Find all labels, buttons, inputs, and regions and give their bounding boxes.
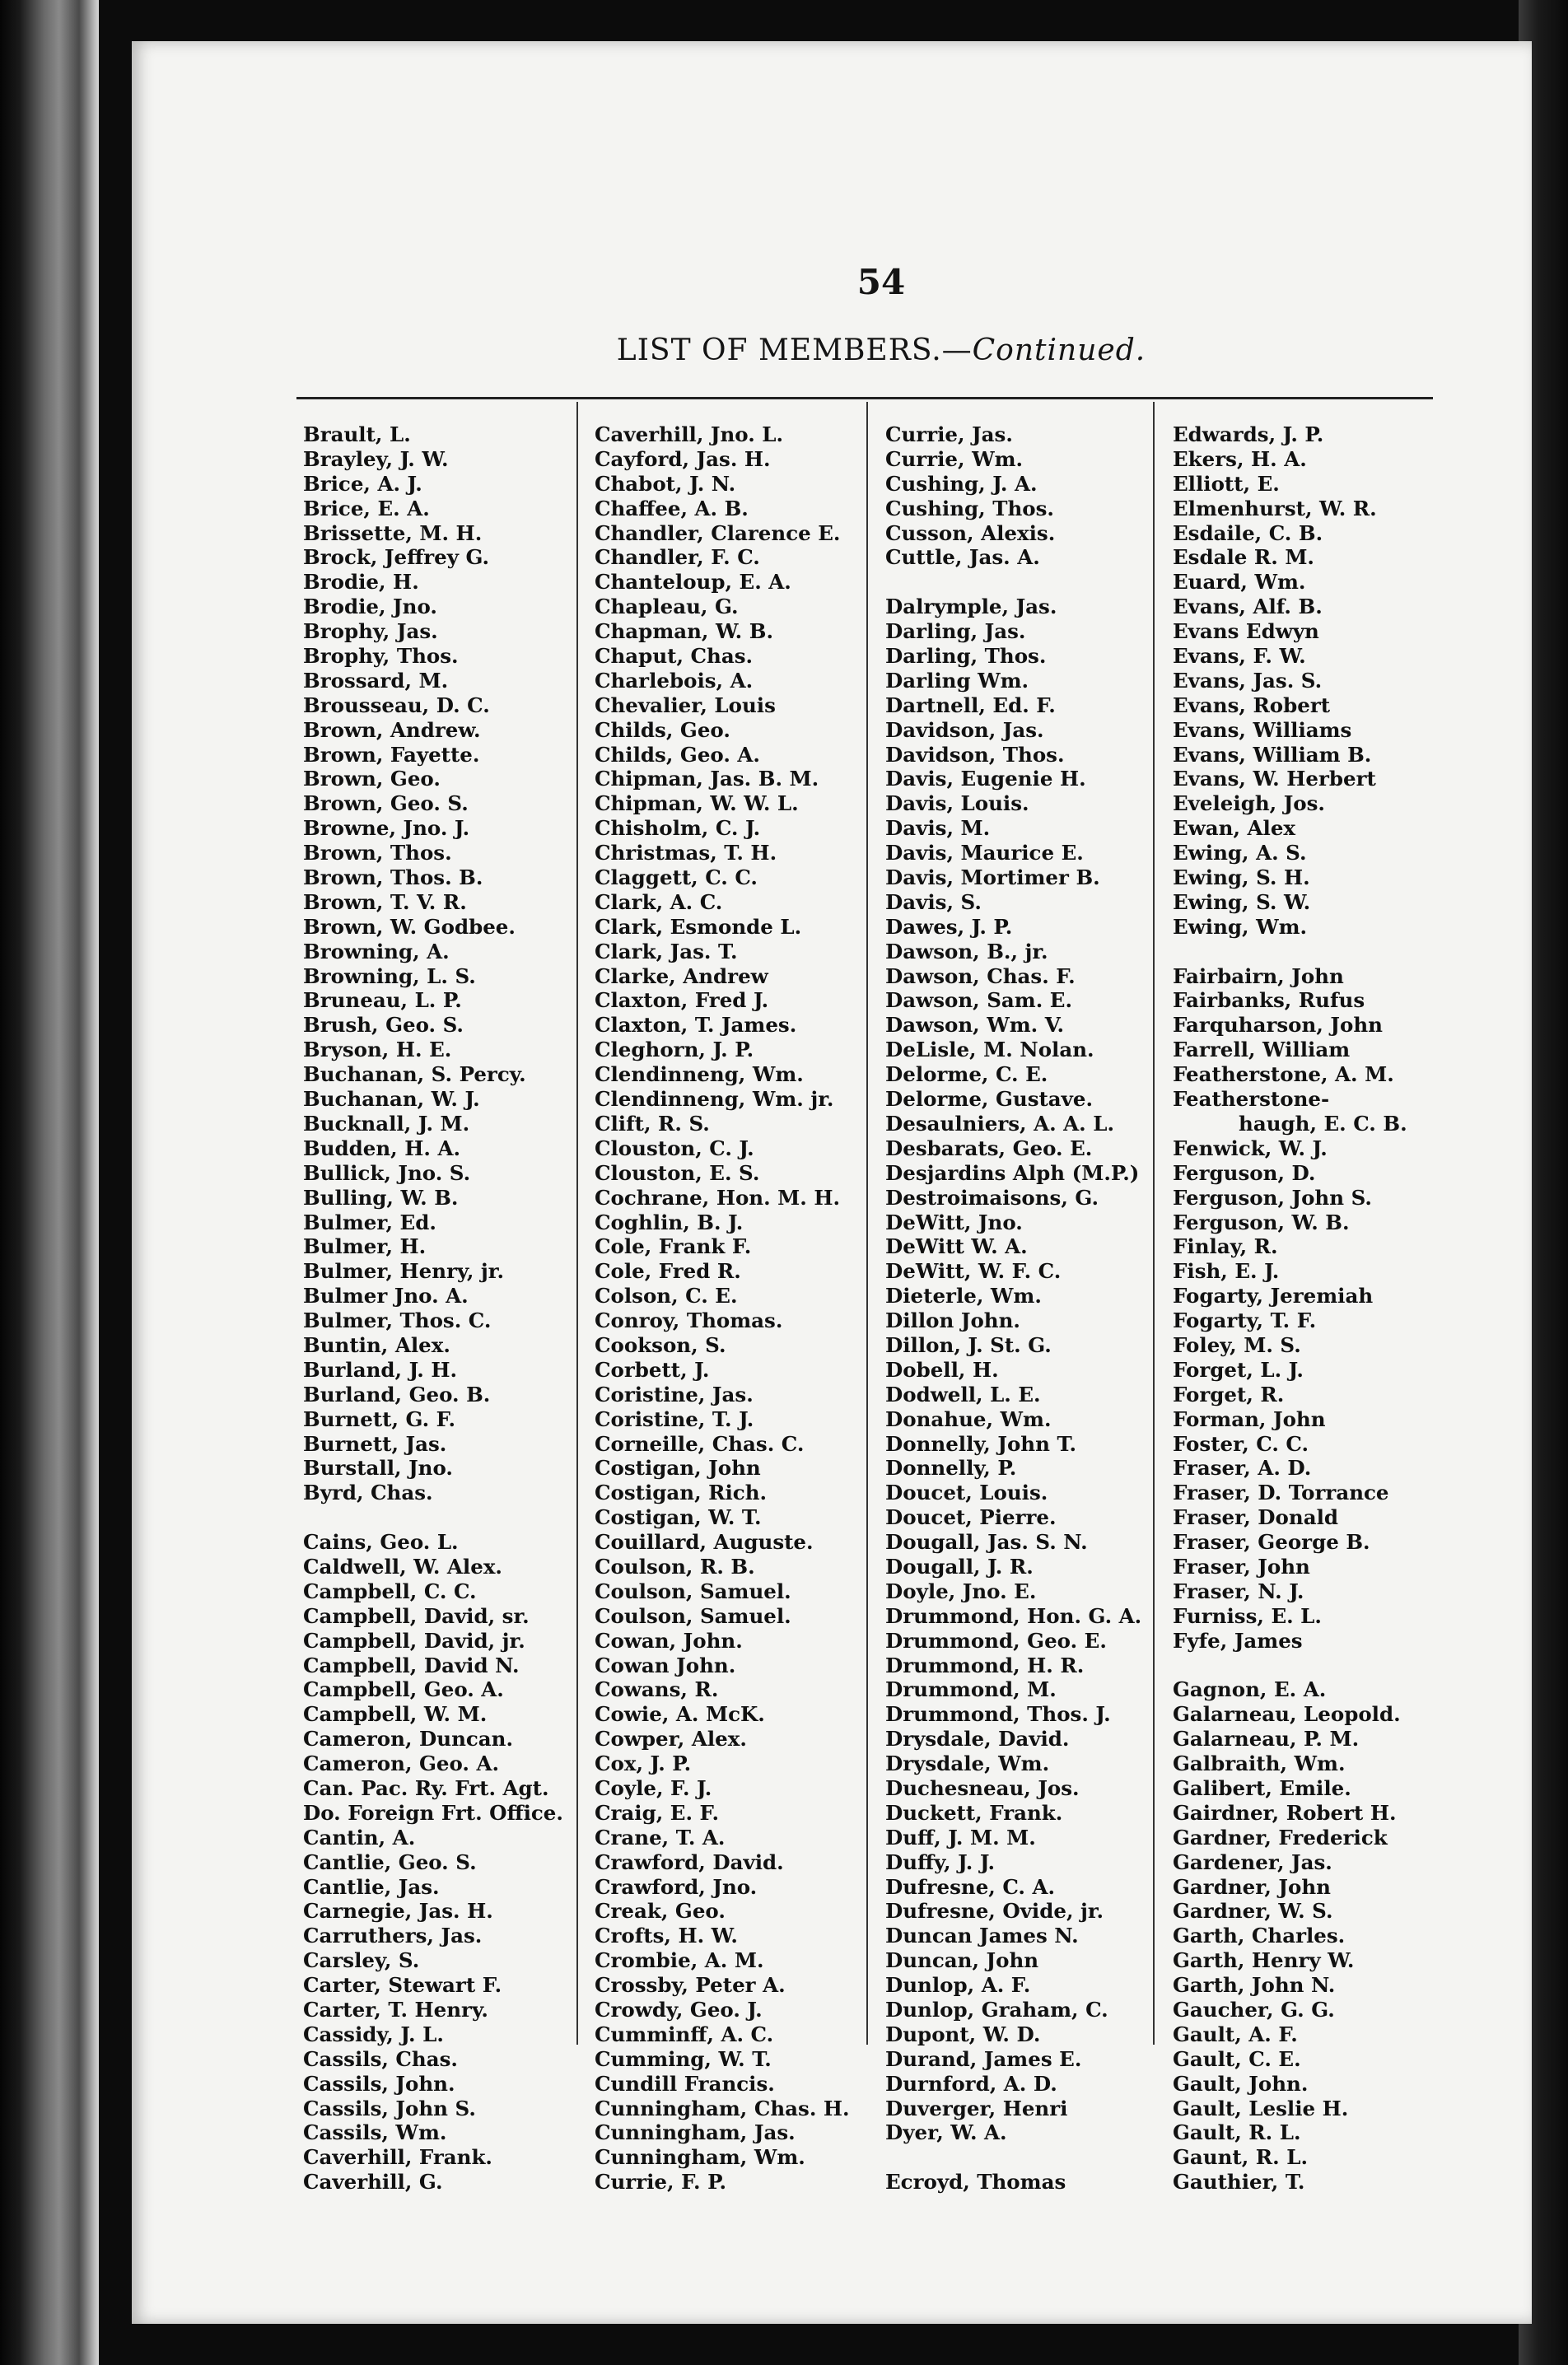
member-entry: Cantlie, Jas. (303, 1874, 440, 1899)
member-entry: Cowie, A. McK. (595, 1702, 765, 1727)
member-entry: Forman, John (1173, 1406, 1326, 1431)
member-entry: Ecroyd, Thomas (885, 2170, 1066, 2195)
member-entry: Carnegie, Jas. H. (303, 1899, 493, 1924)
member-entry: Fraser, N. J. (1173, 1579, 1304, 1603)
member-entry: Featherstone- (1173, 1087, 1330, 1112)
member-entry: Cushing, Thos. (885, 496, 1054, 520)
member-entry: Bryson, H. E. (303, 1038, 452, 1062)
member-entry: Clouston, C. J. (595, 1136, 754, 1160)
member-entry: Donahue, Wm. (885, 1406, 1052, 1431)
member-entry: Cunningham, Wm. (595, 2145, 805, 2170)
member-entry: Bulmer, Ed. (303, 1210, 436, 1234)
member-entry: Crawford, Jno. (595, 1874, 758, 1899)
member-entry: Conroy, Thomas. (595, 1308, 783, 1333)
member-entry: Bulmer, Thos. C. (303, 1308, 492, 1333)
member-entry: Cains, Geo. L. (303, 1530, 459, 1555)
member-entry: Forget, R. (1173, 1382, 1285, 1406)
member-entry: Budden, H. A. (303, 1136, 460, 1160)
member-entry: Cusson, Alexis. (885, 520, 1056, 545)
member-entry: Ewing, Wm. (1173, 914, 1308, 939)
member-entry: Browne, Jno. J. (303, 816, 470, 841)
member-entry: Darling, Thos. (885, 644, 1047, 669)
member-entry: Campbell, David, jr. (303, 1628, 525, 1653)
member-entry: Duff, J. M. M. (885, 1825, 1036, 1850)
member-entry: Dillon John. (885, 1308, 1020, 1333)
member-entry: Gault, Leslie H. (1173, 2096, 1349, 2120)
member-entry: Claxton, Fred J. (595, 988, 769, 1013)
member-entry: Gault, C. E. (1173, 2046, 1301, 2071)
member-entry: Brush, Geo. S. (303, 1013, 464, 1038)
member-entry: Ferguson, W. B. (1173, 1210, 1350, 1234)
page-title-main: LIST OF MEMBERS.— (616, 334, 973, 367)
member-entry: Cassils, Chas. (303, 2046, 458, 2071)
member-entry: Childs, Geo. (595, 717, 730, 742)
member-entry: Foster, C. C. (1173, 1431, 1309, 1456)
member-entry: Galarneau, Leopold. (1173, 1702, 1401, 1727)
member-column-1 (303, 422, 583, 2195)
member-entry: Fogarty, T. F. (1173, 1308, 1317, 1333)
member-entry: Drummond, Geo. E. (885, 1628, 1107, 1653)
member-entry: Claggett, C. C. (595, 865, 758, 890)
member-entry: Chisholm, C. J. (595, 816, 761, 841)
member-entry: Colson, C. E. (595, 1284, 738, 1308)
member-entry: Bruneau, L. P. (303, 988, 462, 1013)
member-entry: Dyer, W. A. (885, 2120, 1007, 2145)
member-entry: Cushing, J. A. (885, 471, 1038, 496)
member-entry: Ewan, Alex (1173, 816, 1296, 841)
member-entry: Cassidy, J. L. (303, 2022, 444, 2046)
member-entry: Dillon, J. St. G. (885, 1332, 1052, 1357)
member-entry: Gault, John. (1173, 2071, 1309, 2096)
member-entry: Drummond, H. R. (885, 1653, 1085, 1677)
member-entry: Evans Edwyn (1173, 619, 1319, 644)
member-entry: Buntin, Alex. (303, 1332, 450, 1357)
member-entry: Clarke, Andrew (595, 963, 768, 988)
member-entry: Desaulniers, A. A. L. (885, 1111, 1114, 1136)
member-entry: Brown, Geo. (303, 767, 441, 791)
member-entry: Dufresne, C. A. (885, 1874, 1056, 1899)
member-entry: Chabot, J. N. (595, 471, 736, 496)
book-binding-left (0, 0, 99, 2365)
member-entry: Durnford, A. D. (885, 2071, 1057, 2096)
page-title-italic: Continued. (972, 334, 1146, 367)
member-entry: Gardner, Frederick (1173, 1825, 1388, 1850)
member-entry: Fraser, D. Torrance (1173, 1481, 1389, 1505)
member-entry: Burland, Geo. B. (303, 1382, 491, 1406)
member-entry: Chipman, Jas. B. M. (595, 767, 819, 791)
page-title (544, 334, 1219, 367)
member-entry: DeWitt W. A. (885, 1234, 1028, 1259)
member-entry: Fraser, John (1173, 1554, 1310, 1579)
member-entry: Dobell, H. (885, 1357, 999, 1382)
member-entry: Brown, Thos. (303, 841, 452, 865)
member-entry: Cleghorn, J. P. (595, 1038, 754, 1062)
member-entry: Drummond, Thos. J. (885, 1702, 1111, 1727)
member-entry: Forget, L. J. (1173, 1357, 1304, 1382)
member-entry: Duckett, Frank. (885, 1800, 1063, 1825)
member-entry: Duffy, J. J. (885, 1850, 996, 1874)
member-entry: Cunningham, Chas. H. (595, 2096, 850, 2120)
member-entry: Cole, Fred R. (595, 1259, 741, 1284)
member-entry: Donnelly, P. (885, 1456, 1017, 1481)
member-entry: Crawford, David. (595, 1850, 784, 1874)
member-column-2 (595, 422, 875, 2195)
member-entry: Galbraith, Wm. (1173, 1752, 1346, 1776)
member-entry: Cassils, John. (303, 2071, 455, 2096)
member-entry: Gagnon, E. A. (1173, 1677, 1327, 1702)
member-entry: Drysdale, Wm. (885, 1752, 1050, 1776)
member-entry: Doyle, Jno. E. (885, 1579, 1037, 1603)
member-entry: Cantin, A. (303, 1825, 416, 1850)
member-entry: Burnett, G. F. (303, 1406, 456, 1431)
member-entry: Bulmer Jno. A. (303, 1284, 469, 1308)
member-entry: Cunningham, Jas. (595, 2120, 796, 2145)
member-entry: Coyle, F. J. (595, 1775, 712, 1800)
member-entry: Evans, Robert (1173, 693, 1331, 717)
member-entry: Fish, E. J. (1173, 1259, 1280, 1284)
member-entry: Caverhill, G. (303, 2170, 443, 2195)
header-rule (296, 397, 1433, 399)
member-entry: Brice, A. J. (303, 471, 422, 496)
member-entry: Gardener, Jas. (1173, 1850, 1332, 1874)
member-entry: Desjardins Alph (M.P.) (885, 1160, 1140, 1185)
member-entry: Edwards, J. P. (1173, 422, 1324, 446)
member-entry: Brayley, J. W. (303, 446, 449, 471)
member-entry: Carter, Stewart F. (303, 1973, 502, 1998)
member-column-4 (1173, 422, 1453, 2195)
member-entry: Bulling, W. B. (303, 1185, 459, 1210)
member-entry: Dalrymple, Jas. (885, 595, 1057, 619)
member-entry: Cumming, W. T. (595, 2046, 772, 2071)
member-entry: Gault, R. L. (1173, 2120, 1301, 2145)
member-entry: Charlebois, A. (595, 668, 754, 693)
member-entry: Evans, William B. (1173, 742, 1372, 767)
member-entry: Finlay, R. (1173, 1234, 1278, 1259)
member-entry: Davis, Maurice E. (885, 841, 1084, 865)
member-entry: Craig, E. F. (595, 1800, 719, 1825)
member-entry: Ekers, H. A. (1173, 446, 1307, 471)
member-entry: Chaffee, A. B. (595, 496, 749, 520)
member-entry: Darling Wm. (885, 668, 1029, 693)
member-entry: Clouston, E. S. (595, 1160, 760, 1185)
member-entry: Fogarty, Jeremiah (1173, 1284, 1374, 1308)
member-entry: Brissette, M. H. (303, 520, 483, 545)
member-entry: Ewing, S. W. (1173, 889, 1311, 914)
member-entry: Clendinneng, Wm. jr. (595, 1087, 834, 1112)
member-entry: Chevalier, Louis (595, 693, 776, 717)
member-entry: Evans, Jas. S. (1173, 668, 1323, 693)
member-entry: Garth, Charles. (1173, 1924, 1346, 1948)
member-entry: Duverger, Henri (885, 2096, 1068, 2120)
member-entry: Campbell, W. M. (303, 1702, 488, 1727)
member-entry: Farrell, William (1173, 1038, 1351, 1062)
member-entry: Duncan James N. (885, 1924, 1079, 1948)
member-entry: Cundill Francis. (595, 2071, 775, 2096)
member-entry: Destroimaisons, G. (885, 1185, 1099, 1210)
member-entry: Eveleigh, Jos. (1173, 791, 1325, 816)
member-entry: Chaput, Chas. (595, 644, 754, 669)
member-entry: Byrd, Chas. (303, 1481, 433, 1505)
member-entry: Dawson, B., jr. (885, 939, 1048, 963)
member-entry: Dawson, Sam. E. (885, 988, 1072, 1013)
member-entry: Dupont, W. D. (885, 2022, 1041, 2046)
member-entry: Burnett, Jas. (303, 1431, 447, 1456)
member-entry: Buchanan, S. Percy. (303, 1062, 526, 1087)
member-entry: Currie, Wm. (885, 446, 1024, 471)
member-entry: Brown, Thos. B. (303, 865, 483, 890)
member-entry: Corbett, J. (595, 1357, 710, 1382)
member-entry: Coristine, Jas. (595, 1382, 754, 1406)
member-entry: Drummond, M. (885, 1677, 1057, 1702)
member-entry: Chapleau, G. (595, 595, 739, 619)
member-entry: Claxton, T. James. (595, 1013, 797, 1038)
member-entry: Evans, W. Herbert (1173, 767, 1376, 791)
member-entry: Fenwick, W. J. (1173, 1136, 1328, 1160)
member-entry: Browning, A. (303, 939, 450, 963)
member-entry: Gauthier, T. (1173, 2170, 1305, 2195)
member-entry: Elliott, E. (1173, 471, 1280, 496)
member-entry: Caverhill, Frank. (303, 2145, 492, 2170)
member-entry: Fairbanks, Rufus (1173, 988, 1365, 1013)
member-entry: Coulson, Samuel. (595, 1603, 791, 1628)
member-entry: Coristine, T. J. (595, 1406, 754, 1431)
member-entry: Caldwell, W. Alex. (303, 1554, 502, 1579)
member-entry: haugh, E. C. B. (1239, 1111, 1407, 1136)
member-entry: Carter, T. Henry. (303, 1998, 488, 2022)
member-entry: Buchanan, W. J. (303, 1087, 480, 1112)
member-entry: Cox, J. P. (595, 1752, 692, 1776)
member-entry: Featherstone, A. M. (1173, 1062, 1394, 1087)
member-entry: Dodwell, L. E. (885, 1382, 1041, 1406)
member-entry: Cowper, Alex. (595, 1727, 747, 1752)
member-entry: Cowan John. (595, 1653, 736, 1677)
member-entry: Clark, Jas. T. (595, 939, 738, 963)
member-entry: Gaucher, G. G. (1173, 1998, 1335, 2022)
member-entry: Galibert, Emile. (1173, 1775, 1351, 1800)
member-entry: Brault, L. (303, 422, 411, 446)
member-entry: Fairbairn, John (1173, 963, 1344, 988)
member-entry: Brown, T. V. R. (303, 889, 467, 914)
member-entry: Bullick, Jno. S. (303, 1160, 471, 1185)
member-entry: Davidson, Thos. (885, 742, 1065, 767)
member-entry: Ewing, S. H. (1173, 865, 1310, 890)
member-entry: Coghlin, B. J. (595, 1210, 744, 1234)
member-entry: Fraser, Donald (1173, 1505, 1339, 1530)
member-entry: Burstall, Jno. (303, 1456, 453, 1481)
member-entry: Doucet, Pierre. (885, 1505, 1057, 1530)
member-entry: Davis, M. (885, 816, 991, 841)
member-entry: Davis, Louis. (885, 791, 1029, 816)
member-entry: Farquharson, John (1173, 1013, 1383, 1038)
member-entry: Coulson, R. B. (595, 1554, 755, 1579)
member-entry: DeLisle, M. Nolan. (885, 1038, 1094, 1062)
member-entry: Garth, John N. (1173, 1973, 1336, 1998)
member-entry: Clendinneng, Wm. (595, 1062, 804, 1087)
member-entry: Dunlop, A. F. (885, 1973, 1031, 1998)
member-entry: Esdaile, C. B. (1173, 520, 1323, 545)
member-entry: Durand, James E. (885, 2046, 1082, 2071)
column-separator (1153, 402, 1155, 2045)
member-entry: Ewing, A. S. (1173, 841, 1307, 865)
member-entry: Fraser, A. D. (1173, 1456, 1312, 1481)
member-entry: Campbell, David, sr. (303, 1603, 530, 1628)
member-entry: Cantlie, Geo. S. (303, 1850, 477, 1874)
member-entry: Duncan, John (885, 1948, 1039, 1973)
member-entry: Dougall, Jas. S. N. (885, 1530, 1088, 1555)
member-entry: Dufresne, Ovide, jr. (885, 1899, 1104, 1924)
member-entry: Delorme, Gustave. (885, 1087, 1094, 1112)
member-entry: Chandler, Clarence E. (595, 520, 841, 545)
member-entry: Dawes, J. P. (885, 914, 1013, 939)
member-entry: Creak, Geo. (595, 1899, 726, 1924)
member-entry: Cayford, Jas. H. (595, 446, 771, 471)
member-entry: Can. Pac. Ry. Frt. Agt. (303, 1775, 549, 1800)
member-entry: Dartnell, Ed. F. (885, 693, 1056, 717)
member-entry: Galarneau, P. M. (1173, 1727, 1360, 1752)
member-entry: Duchesneau, Jos. (885, 1775, 1080, 1800)
member-entry: Evans, Alf. B. (1173, 595, 1323, 619)
member-entry: Bulmer, H. (303, 1234, 427, 1259)
member-entry: Brice, E. A. (303, 496, 430, 520)
member-entry: Corneille, Chas. C. (595, 1431, 805, 1456)
member-entry: Brown, Geo. S. (303, 791, 469, 816)
member-entry: Dieterle, Wm. (885, 1284, 1042, 1308)
member-entry: Drummond, Hon. G. A. (885, 1603, 1142, 1628)
member-entry: Gardner, John (1173, 1874, 1331, 1899)
member-entry: Coulson, Samuel. (595, 1579, 791, 1603)
member-entry: Davis, S. (885, 889, 982, 914)
member-entry: Delorme, C. E. (885, 1062, 1048, 1087)
member-entry: Burland, J. H. (303, 1357, 458, 1382)
member-entry: Cameron, Duncan. (303, 1727, 514, 1752)
member-entry: Davis, Mortimer B. (885, 865, 1100, 890)
member-entry: Brodie, H. (303, 570, 419, 595)
member-entry: Brown, W. Godbee. (303, 914, 516, 939)
member-entry: Clark, Esmonde L. (595, 914, 802, 939)
member-entry: Brossard, M. (303, 668, 449, 693)
member-entry: Currie, Jas. (885, 422, 1013, 446)
member-entry: Crofts, H. W. (595, 1924, 738, 1948)
member-entry: Evans, F. W. (1173, 644, 1306, 669)
member-entry: Christmas, T. H. (595, 841, 777, 865)
member-entry: Cameron, Geo. A. (303, 1752, 500, 1776)
member-entry: Esdale R. M. (1173, 545, 1314, 570)
member-entry: Chanteloup, E. A. (595, 570, 791, 595)
member-entry: Chandler, F. C. (595, 545, 760, 570)
member-column-3 (885, 422, 1153, 2195)
member-entry: Brophy, Thos. (303, 644, 459, 669)
member-entry: Gault, A. F. (1173, 2022, 1298, 2046)
member-entry: Brown, Andrew. (303, 717, 481, 742)
member-entry: DeWitt, Jno. (885, 1210, 1023, 1234)
member-entry: DeWitt, W. F. C. (885, 1259, 1062, 1284)
member-entry: Fyfe, James (1173, 1628, 1303, 1653)
blank-line (885, 2145, 1153, 2170)
member-entry: Furniss, E. L. (1173, 1603, 1322, 1628)
member-entry: Dougall, J. R. (885, 1554, 1034, 1579)
member-entry: Brousseau, D. C. (303, 693, 490, 717)
member-entry: Costigan, John (595, 1456, 761, 1481)
member-entry: Clift, R. S. (595, 1111, 710, 1136)
member-entry: Desbarats, Geo. E. (885, 1136, 1093, 1160)
member-entry: Brophy, Jas. (303, 619, 438, 644)
member-entry: Ferguson, John S. (1173, 1185, 1372, 1210)
member-entry: Garth, Henry W. (1173, 1948, 1355, 1973)
blank-line (1173, 940, 1453, 964)
member-entry: Chipman, W. W. L. (595, 791, 799, 816)
member-entry: Cumminff, A. C. (595, 2022, 774, 2046)
blank-line (1173, 1654, 1453, 1678)
member-entry: Campbell, C. C. (303, 1579, 477, 1603)
member-entry: Cookson, S. (595, 1332, 726, 1357)
blank-line (885, 570, 1153, 595)
member-entry: Crombie, A. M. (595, 1948, 764, 1973)
member-entry: Dawson, Wm. V. (885, 1013, 1064, 1038)
member-entry: Childs, Geo. A. (595, 742, 760, 767)
member-entry: Clark, A. C. (595, 889, 723, 914)
member-entry: Elmenhurst, W. R. (1173, 496, 1377, 520)
member-entry: Cassils, Wm. (303, 2120, 447, 2145)
member-entry: Brock, Jeffrey G. (303, 545, 490, 570)
member-entry: Cochrane, Hon. M. H. (595, 1185, 841, 1210)
member-entry: Campbell, Geo. A. (303, 1677, 504, 1702)
member-entry: Darling, Jas. (885, 619, 1026, 644)
member-entry: Dunlop, Graham, C. (885, 1998, 1108, 2022)
member-entry: Dawson, Chas. F. (885, 963, 1076, 988)
member-entry: Carruthers, Jas. (303, 1924, 483, 1948)
member-entry: Couillard, Auguste. (595, 1530, 814, 1555)
member-entry: Do. Foreign Frt. Office. (303, 1800, 563, 1825)
member-entry: Foley, M. S. (1173, 1332, 1301, 1357)
member-entry: Cowan, John. (595, 1628, 743, 1653)
member-entry: Cassils, John S. (303, 2096, 476, 2120)
member-entry: Cowans, R. (595, 1677, 719, 1702)
member-entry: Crane, T. A. (595, 1825, 726, 1850)
member-entry: Brown, Fayette. (303, 742, 480, 767)
member-entry: Euard, Wm. (1173, 570, 1306, 595)
member-entry: Brodie, Jno. (303, 595, 437, 619)
member-entry: Bulmer, Henry, jr. (303, 1259, 504, 1284)
member-entry: Caverhill, Jno. L. (595, 422, 784, 446)
member-entry: Cole, Frank F. (595, 1234, 752, 1259)
member-entry: Cuttle, Jas. A. (885, 545, 1040, 570)
member-entry: Campbell, David N. (303, 1653, 520, 1677)
member-entry: Costigan, W. T. (595, 1505, 762, 1530)
blank-line (303, 1505, 583, 1530)
member-entry: Gaunt, R. L. (1173, 2145, 1308, 2170)
member-entry: Browning, L. S. (303, 963, 476, 988)
member-entry: Bucknall, J. M. (303, 1111, 470, 1136)
member-entry: Carsley, S. (303, 1948, 420, 1973)
member-entry: Gairdner, Robert H. (1173, 1800, 1397, 1825)
member-entry: Davis, Eugenie H. (885, 767, 1086, 791)
member-entry: Doucet, Louis. (885, 1481, 1048, 1505)
member-entry: Donnelly, John T. (885, 1431, 1077, 1456)
member-entry: Crossby, Peter A. (595, 1973, 786, 1998)
page-number: 54 (856, 262, 906, 302)
member-entry: Costigan, Rich. (595, 1481, 768, 1505)
member-entry: Currie, F. P. (595, 2170, 726, 2195)
member-entry: Crowdy, Geo. J. (595, 1998, 763, 2022)
member-entry: Davidson, Jas. (885, 717, 1044, 742)
member-entry: Drysdale, David. (885, 1727, 1070, 1752)
member-entry: Fraser, George B. (1173, 1530, 1370, 1555)
member-entry: Chapman, W. B. (595, 619, 773, 644)
member-entry: Gardner, W. S. (1173, 1899, 1333, 1924)
member-entry: Evans, Williams (1173, 717, 1352, 742)
member-entry: Ferguson, D. (1173, 1160, 1316, 1185)
